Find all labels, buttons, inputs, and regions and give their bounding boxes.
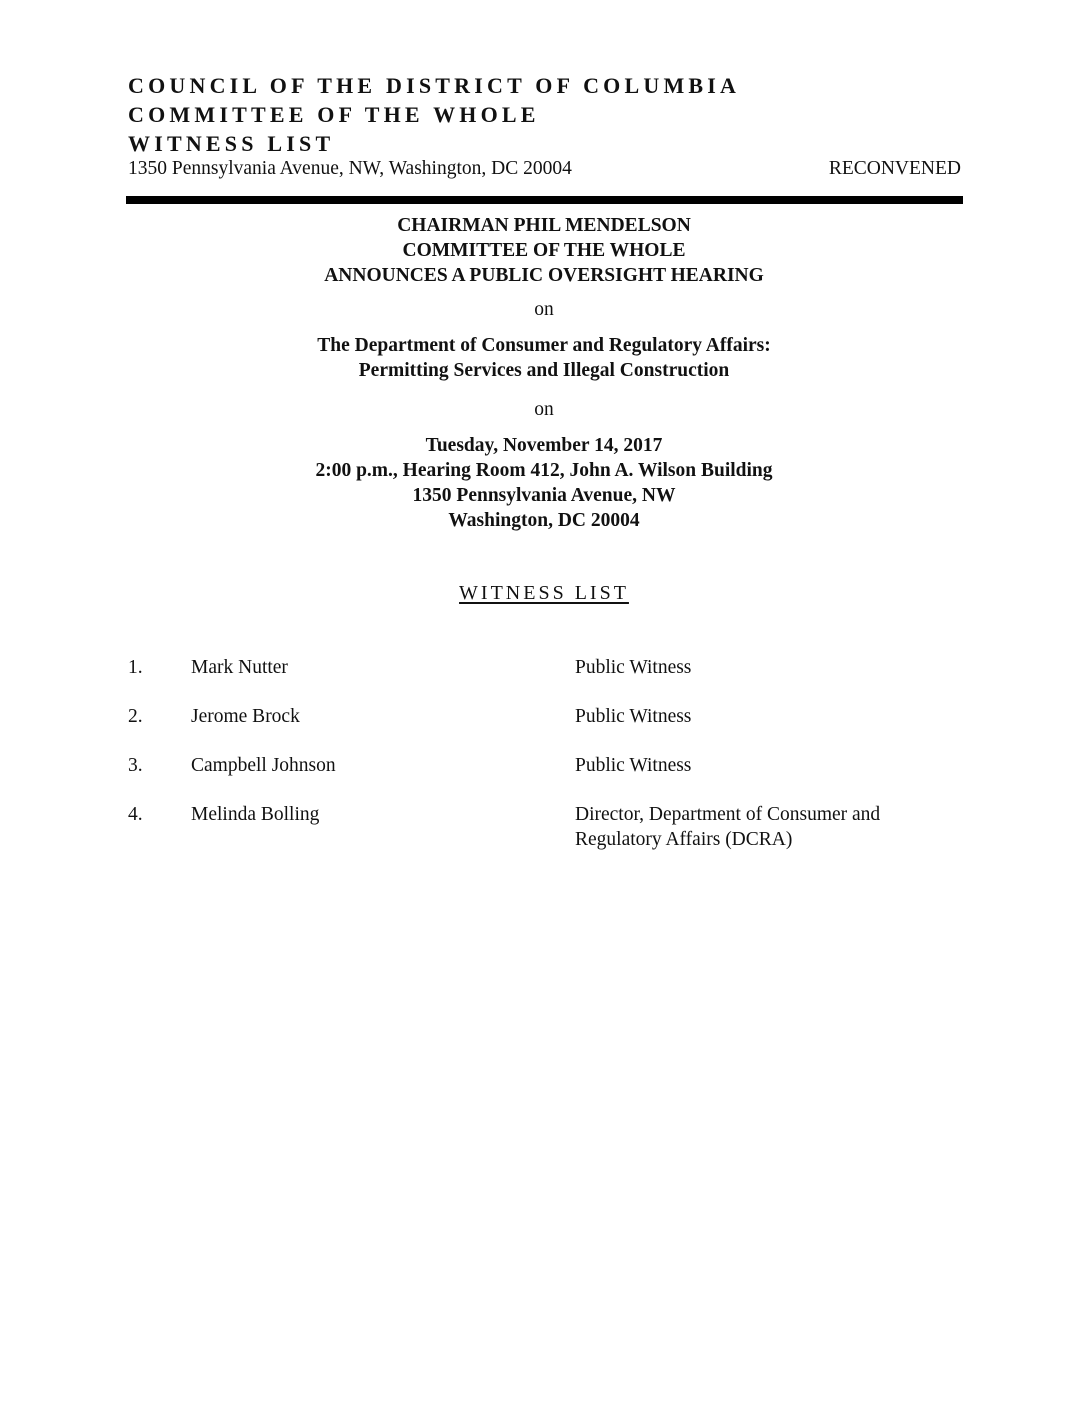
letterhead-council: COUNCIL OF THE DISTRICT OF COLUMBIA: [128, 73, 741, 98]
witness-name: Campbell Johnson: [191, 755, 336, 776]
witness-role: Public Witness: [575, 706, 692, 727]
announcement-chairman: CHAIRMAN PHIL MENDELSON: [397, 215, 691, 236]
status-label: RECONVENED: [828, 158, 961, 179]
connector-on-1: on: [534, 299, 554, 320]
letterhead-address: 1350 Pennsylvania Avenue, NW, Washington, DC 20004: [128, 158, 572, 179]
hearing-details: [0, 433, 1088, 533]
hearing-topic: [0, 333, 1088, 383]
witness-name: Melinda Bolling: [191, 804, 320, 825]
witness-role: Public Witness: [575, 755, 692, 776]
hearing-city: Washington, DC 20004: [448, 510, 640, 531]
witness-number: 4.: [128, 804, 143, 825]
witness-number: 2.: [128, 706, 143, 727]
witness-name: Mark Nutter: [191, 657, 288, 678]
topic-line-1: The Department of Consumer and Regulatory Affairs:: [317, 335, 771, 356]
connector-on-2: on: [534, 399, 554, 420]
announcement-block: [0, 213, 1088, 288]
hearing-street: 1350 Pennsylvania Avenue, NW: [412, 485, 676, 506]
announcement-committee: COMMITTEE OF THE WHOLE: [402, 240, 686, 261]
hearing-date: Tuesday, November 14, 2017: [425, 435, 663, 456]
witness-number: 3.: [128, 755, 143, 776]
address-row: [128, 156, 961, 182]
header-divider: [126, 196, 963, 204]
witness-role: Director, Department of Consumer and Regulatory Affairs (DCRA): [575, 804, 881, 850]
witness-list-title: WITNESS LIST: [459, 582, 629, 604]
letterhead-doc-type: WITNESS LIST: [128, 131, 335, 156]
witness-number: 1.: [128, 657, 143, 678]
announcement-hearing: ANNOUNCES A PUBLIC OVERSIGHT HEARING: [324, 265, 764, 286]
witness-role: Public Witness: [575, 657, 692, 678]
letterhead-committee: COMMITTEE OF THE WHOLE: [128, 102, 540, 127]
witness-name: Jerome Brock: [191, 706, 300, 727]
topic-line-2: Permitting Services and Illegal Construction: [358, 360, 730, 381]
hearing-time-location: 2:00 p.m., Hearing Room 412, John A. Wilson Building: [315, 460, 773, 481]
